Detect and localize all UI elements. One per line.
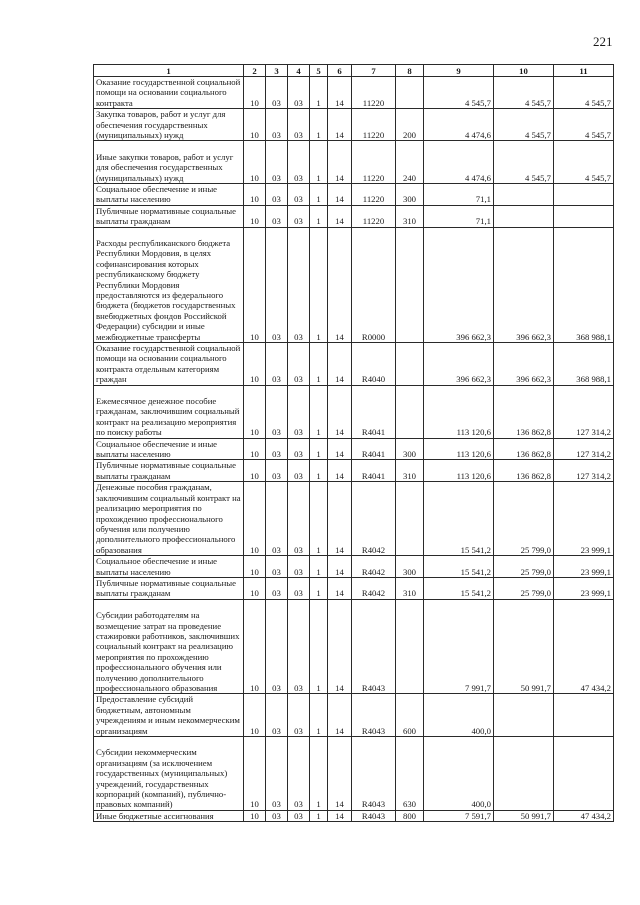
row-name-cell: Публичные нормативные социальные выплаты гражданам: [94, 577, 244, 599]
row-name-cell: Иные бюджетные ассигнования: [94, 810, 244, 821]
table-cell: 03: [288, 184, 310, 206]
table-cell: 113 120,6: [424, 385, 494, 438]
table-row: [94, 577, 614, 599]
table-cell: 310: [396, 205, 424, 227]
table-cell: 15 541,2: [424, 482, 494, 556]
column-header: 7: [352, 65, 396, 77]
table-cell: 1: [310, 694, 328, 737]
table-cell: 03: [266, 577, 288, 599]
table-cell: 11220: [352, 77, 396, 109]
table-cell: 03: [266, 460, 288, 482]
table-cell: 4 545,7: [494, 77, 554, 109]
table-cell: 47 434,2: [554, 810, 614, 821]
table-row: [94, 343, 614, 386]
column-header: 3: [266, 65, 288, 77]
table-cell: [554, 205, 614, 227]
table-cell: 11220: [352, 109, 396, 141]
table-cell: 03: [266, 810, 288, 821]
table-cell: 1: [310, 385, 328, 438]
table-cell: R4043: [352, 736, 396, 810]
table-cell: 14: [328, 438, 352, 460]
table-cell: 14: [328, 205, 352, 227]
table-cell: 03: [266, 694, 288, 737]
table-cell: 396 662,3: [424, 227, 494, 342]
table-cell: 14: [328, 556, 352, 578]
table-cell: [396, 599, 424, 694]
table-cell: 23 999,1: [554, 577, 614, 599]
table-row: [94, 810, 614, 821]
table-row: [94, 141, 614, 184]
table-cell: [494, 736, 554, 810]
table-cell: 14: [328, 736, 352, 810]
table-cell: 127 314,2: [554, 460, 614, 482]
table-cell: 4 474,6: [424, 141, 494, 184]
table-row: [94, 460, 614, 482]
table-cell: R4042: [352, 556, 396, 578]
table-cell: 03: [288, 694, 310, 737]
table-cell: 03: [266, 438, 288, 460]
table-cell: 10: [244, 184, 266, 206]
page-number: 221: [593, 34, 613, 49]
table-cell: 1: [310, 184, 328, 206]
table-cell: 03: [266, 343, 288, 386]
table-cell: 14: [328, 109, 352, 141]
table-row: [94, 385, 614, 438]
table-cell: 200: [396, 109, 424, 141]
row-name-cell: Субсидии некоммерческим организациям (за исключением государственных (муниципальных) учреждений, государственных корпораций (компаний), публично-правовых компаний): [94, 736, 244, 810]
column-header: 11: [554, 65, 614, 77]
table-row: [94, 482, 614, 556]
table-cell: 300: [396, 184, 424, 206]
table-cell: 1: [310, 438, 328, 460]
table-cell: [554, 694, 614, 737]
table-cell: R4040: [352, 343, 396, 386]
table-cell: 240: [396, 141, 424, 184]
table-row: [94, 694, 614, 737]
row-name-cell: Расходы республиканского бюджета Республики Мордовия, в целях софинансирования которых республиканскому бюджету Республики Мордовия предоставляются из федерального бюджета (бюджетов государственных внебюджетных фондов Российской Федерации) субсидии и иные межбюджетные трансферты: [94, 227, 244, 342]
table-cell: 03: [288, 77, 310, 109]
table-cell: 03: [288, 343, 310, 386]
table-cell: [396, 77, 424, 109]
row-name-cell: Публичные нормативные социальные выплаты гражданам: [94, 205, 244, 227]
table-cell: R4041: [352, 385, 396, 438]
table-row: [94, 556, 614, 578]
table-cell: 10: [244, 227, 266, 342]
table-cell: 03: [288, 599, 310, 694]
table-cell: 10: [244, 599, 266, 694]
table-cell: 03: [288, 438, 310, 460]
row-name-cell: Ежемесячное денежное пособие гражданам, заключившим социальный контракт на реализацию мероприятия по поиску работы: [94, 385, 244, 438]
column-header: 9: [424, 65, 494, 77]
table-cell: 396 662,3: [494, 343, 554, 386]
table-cell: 10: [244, 810, 266, 821]
table-cell: 14: [328, 460, 352, 482]
table-cell: 03: [266, 556, 288, 578]
table-cell: R0000: [352, 227, 396, 342]
table-row: [94, 438, 614, 460]
table-cell: 4 545,7: [424, 77, 494, 109]
table-cell: 113 120,6: [424, 438, 494, 460]
budget-table: [93, 64, 614, 822]
table-cell: 03: [266, 77, 288, 109]
table-cell: 03: [288, 227, 310, 342]
table-cell: 03: [288, 385, 310, 438]
table-cell: 310: [396, 460, 424, 482]
table-cell: 300: [396, 556, 424, 578]
table-cell: 50 991,7: [494, 599, 554, 694]
row-name-cell: Денежные пособия гражданам, заключившим социальный контракт на реализацию мероприятия по прохождению профессионального обучения или получению дополнительного профессионального образования: [94, 482, 244, 556]
table-row: [94, 184, 614, 206]
table-cell: 23 999,1: [554, 556, 614, 578]
table-row: [94, 736, 614, 810]
table-row: [94, 599, 614, 694]
table-cell: 1: [310, 141, 328, 184]
table-cell: 310: [396, 577, 424, 599]
table-cell: 600: [396, 694, 424, 737]
table-cell: 10: [244, 577, 266, 599]
table-cell: 10: [244, 343, 266, 386]
table-cell: 25 799,0: [494, 577, 554, 599]
table-cell: 03: [266, 141, 288, 184]
table-cell: 03: [266, 736, 288, 810]
table-cell: 03: [266, 385, 288, 438]
table-cell: 14: [328, 810, 352, 821]
table-cell: 14: [328, 227, 352, 342]
table-cell: [396, 227, 424, 342]
table-cell: 127 314,2: [554, 385, 614, 438]
table-cell: 4 474,6: [424, 109, 494, 141]
table-cell: 14: [328, 694, 352, 737]
table-cell: 1: [310, 599, 328, 694]
table-cell: 03: [266, 205, 288, 227]
table-row: [94, 109, 614, 141]
table-cell: 03: [266, 184, 288, 206]
table-cell: 03: [288, 109, 310, 141]
table-cell: 11220: [352, 205, 396, 227]
table-cell: 10: [244, 438, 266, 460]
table-cell: 10: [244, 736, 266, 810]
table-cell: 10: [244, 460, 266, 482]
table-cell: 71,1: [424, 184, 494, 206]
table-cell: 113 120,6: [424, 460, 494, 482]
header-row: [94, 65, 614, 77]
table-cell: 7 991,7: [424, 599, 494, 694]
table-cell: 1: [310, 482, 328, 556]
table-cell: 10: [244, 482, 266, 556]
table-cell: 03: [288, 810, 310, 821]
table-cell: 1: [310, 810, 328, 821]
row-name-cell: Закупка товаров, работ и услуг для обеспечения государственных (муниципальных) нужд: [94, 109, 244, 141]
table-cell: 15 541,2: [424, 577, 494, 599]
table-cell: 03: [288, 460, 310, 482]
table-cell: 136 862,8: [494, 438, 554, 460]
row-name-cell: Социальное обеспечение и иные выплаты населению: [94, 184, 244, 206]
column-header: 6: [328, 65, 352, 77]
table-cell: 800: [396, 810, 424, 821]
table-cell: 71,1: [424, 205, 494, 227]
table-cell: 10: [244, 694, 266, 737]
table-cell: 03: [266, 599, 288, 694]
table-cell: 1: [310, 556, 328, 578]
table-cell: 14: [328, 599, 352, 694]
table-cell: 03: [266, 482, 288, 556]
column-header: 10: [494, 65, 554, 77]
table-cell: 400,0: [424, 736, 494, 810]
table-cell: 11220: [352, 141, 396, 184]
row-name-cell: Публичные нормативные социальные выплаты гражданам: [94, 460, 244, 482]
table-cell: R4042: [352, 577, 396, 599]
table-cell: R4041: [352, 438, 396, 460]
table-cell: 25 799,0: [494, 556, 554, 578]
table-cell: 300: [396, 438, 424, 460]
row-name-cell: Субсидии работодателям на возмещение затрат на проведение стажировки работников, заключивших социальный контракт на реализацию мероприятия по прохождению профессионального обучения или получению дополнительного профессионального образования: [94, 599, 244, 694]
table-cell: 1: [310, 109, 328, 141]
table-cell: 1: [310, 460, 328, 482]
table-cell: 4 545,7: [494, 141, 554, 184]
table-cell: 14: [328, 482, 352, 556]
row-name-cell: Социальное обеспечение и иные выплаты населению: [94, 556, 244, 578]
column-header: 1: [94, 65, 244, 77]
table-cell: 10: [244, 77, 266, 109]
table-cell: R4043: [352, 810, 396, 821]
table-cell: 4 545,7: [554, 77, 614, 109]
row-name-cell: Иные закупки товаров, работ и услуг для обеспечения государственных (муниципальных) нужд: [94, 141, 244, 184]
table-cell: 23 999,1: [554, 482, 614, 556]
table-cell: 14: [328, 77, 352, 109]
column-header: 8: [396, 65, 424, 77]
table-cell: 630: [396, 736, 424, 810]
table-cell: 1: [310, 77, 328, 109]
table-cell: 15 541,2: [424, 556, 494, 578]
table-cell: 14: [328, 577, 352, 599]
table-cell: 03: [288, 141, 310, 184]
table-cell: [494, 205, 554, 227]
table-cell: 1: [310, 736, 328, 810]
table-cell: 400,0: [424, 694, 494, 737]
table-cell: 03: [266, 109, 288, 141]
table-cell: 03: [266, 227, 288, 342]
table-cell: 1: [310, 577, 328, 599]
table-cell: 03: [288, 577, 310, 599]
table-cell: 1: [310, 227, 328, 342]
table-cell: [554, 184, 614, 206]
table-cell: 396 662,3: [424, 343, 494, 386]
row-name-cell: Предоставление субсидий бюджетным, автономным учреждениям и иным некоммерческим организациям: [94, 694, 244, 737]
table-cell: 136 862,8: [494, 460, 554, 482]
table-cell: 1: [310, 343, 328, 386]
table-cell: [396, 343, 424, 386]
table-cell: 14: [328, 385, 352, 438]
table-cell: 50 991,7: [494, 810, 554, 821]
table-cell: [554, 736, 614, 810]
row-name-cell: Оказание государственной социальной помощи на основании социального контракта: [94, 77, 244, 109]
table-cell: 14: [328, 343, 352, 386]
table-cell: 03: [288, 205, 310, 227]
table-cell: 127 314,2: [554, 438, 614, 460]
table-cell: [494, 694, 554, 737]
table-cell: 03: [288, 482, 310, 556]
table-cell: [494, 184, 554, 206]
table-cell: 396 662,3: [494, 227, 554, 342]
table-cell: 03: [288, 736, 310, 810]
table-cell: 368 988,1: [554, 343, 614, 386]
table-row: [94, 227, 614, 342]
row-name-cell: Оказание государственной социальной помощи на основании социального контракта отдельным категориям граждан: [94, 343, 244, 386]
table-cell: 14: [328, 184, 352, 206]
table-cell: [396, 385, 424, 438]
table-cell: 10: [244, 205, 266, 227]
table-cell: R4043: [352, 599, 396, 694]
table-cell: 368 988,1: [554, 227, 614, 342]
table-cell: R4043: [352, 694, 396, 737]
table-cell: 4 545,7: [494, 109, 554, 141]
table-cell: 4 545,7: [554, 141, 614, 184]
table-cell: 11220: [352, 184, 396, 206]
table-cell: 03: [288, 556, 310, 578]
table-cell: [396, 482, 424, 556]
table-cell: 7 591,7: [424, 810, 494, 821]
table-cell: 4 545,7: [554, 109, 614, 141]
table-cell: 136 862,8: [494, 385, 554, 438]
table-cell: R4041: [352, 460, 396, 482]
table-cell: 10: [244, 141, 266, 184]
column-header: 4: [288, 65, 310, 77]
column-header: 2: [244, 65, 266, 77]
row-name-cell: Социальное обеспечение и иные выплаты населению: [94, 438, 244, 460]
table-cell: 14: [328, 141, 352, 184]
table-cell: 10: [244, 556, 266, 578]
table-cell: 1: [310, 205, 328, 227]
table-cell: 25 799,0: [494, 482, 554, 556]
table-row: [94, 205, 614, 227]
table-cell: 10: [244, 109, 266, 141]
column-header: 5: [310, 65, 328, 77]
table-row: [94, 77, 614, 109]
table-cell: R4042: [352, 482, 396, 556]
table-cell: 47 434,2: [554, 599, 614, 694]
table-cell: 10: [244, 385, 266, 438]
